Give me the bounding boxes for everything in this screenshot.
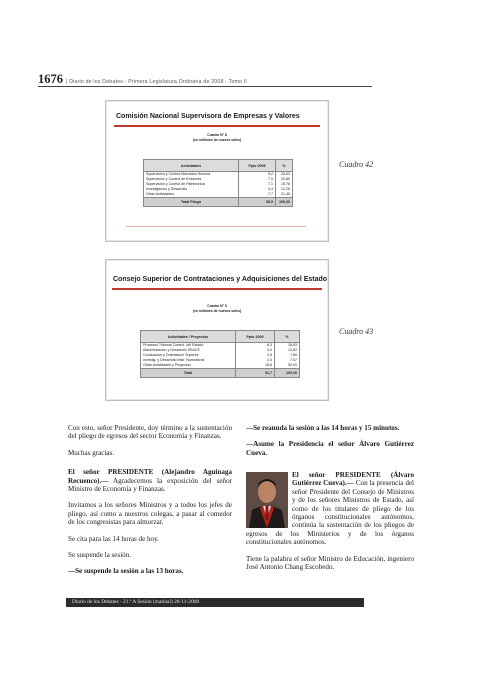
table-cell: 7,5 — [239, 177, 276, 182]
header-rule — [38, 86, 372, 87]
table-cell: 53,00 — [275, 363, 300, 369]
paragraph: Se cita para las 14 horas de hoy. — [68, 534, 159, 543]
table-cell: 12,26 — [276, 187, 293, 192]
right-column — [246, 424, 414, 465]
table-cell: 25,63 — [276, 172, 293, 178]
table-cell: 100,00 — [275, 369, 300, 378]
column-header: % — [275, 331, 300, 343]
table-cell: 35,9 — [239, 198, 276, 207]
table-cell: 16,8 — [236, 363, 275, 369]
table-cell: 7,7 — [239, 192, 276, 198]
table-cell: Supervisión y Control de Emisores — [144, 177, 239, 182]
table-total-row — [144, 198, 293, 207]
table-cell: 12,62 — [275, 348, 300, 353]
speech-text: Agradecemos la exposición del señor Ministro de Economía y Finanzas. — [68, 476, 232, 494]
header-text: | Diario de los Debates - Primera Legislatura Ordinaria de 2008 - Tomo II — [66, 79, 248, 85]
table-cell: Supervisión y Control de Patrimonios — [144, 182, 239, 187]
table-cell: Investig. y Desarrollo Instr. Normativos — [141, 358, 236, 363]
photo-spacer — [246, 471, 292, 529]
table-cell: 7,57 — [275, 358, 300, 363]
column-header: Ppto 2009 — [236, 331, 275, 343]
table-cell: Administración y Desarrollo SEACE — [141, 348, 236, 353]
speech-block — [246, 471, 414, 571]
slide-title: Comisión Nacional Supervisora de Empresas y Valores — [116, 113, 300, 120]
slide-title-rule — [112, 288, 322, 290]
table-cell: 21,45 — [276, 192, 293, 198]
slide-cuadro-42 — [105, 100, 329, 242]
cuadro-label: Cuadro 43 — [339, 327, 374, 336]
cuadro-number: Cuadro N° 9 — [207, 304, 227, 308]
table-cell: Total — [141, 369, 236, 378]
table-cell: 4,4 — [239, 187, 276, 192]
column-header: % — [276, 160, 293, 172]
slide-title-rule — [114, 125, 320, 127]
table-header-row — [144, 160, 293, 172]
table-header-row — [141, 331, 300, 343]
paragraph: Tiene la palabra el señor Ministro de Educación, ingeniero José Antonio Chang Escobedo. — [246, 554, 414, 572]
table-cell: 100,00 — [276, 198, 293, 207]
session-note: —Se reanuda la sesión a las 14 horas y 15 minutos. — [246, 424, 400, 432]
session-note: —Asume la Presidencia el señor Álvaro Gutiérrez Cueva. — [246, 440, 414, 457]
table-cell: 6,0 — [236, 343, 275, 349]
table-cell: 4,0 — [236, 348, 275, 353]
table-cell: Otras Actividades — [144, 192, 239, 198]
paragraph: Invitamos a los señores Ministros y a todos los jefes de pliego, así como a nuestros colegas, a pasar al comedor de los congresistas para almorzar. — [68, 501, 232, 527]
speech-text: Con la presencia del señor Presidente del Consejo de Ministros y de los señores Ministros de Estado, así como de los titulares de pliego de los órganos constitucionales autónomos, continúa la sustentación de los pliegos de egresos de los Ministerios y de los órganos constitucionales autónomos. — [246, 479, 414, 547]
table-cell: 20,89 — [276, 177, 293, 182]
table-cell: 7,89 — [275, 353, 300, 358]
right-column-continued — [246, 471, 414, 579]
table-cell: Investigación y Desarrollo — [144, 187, 239, 192]
table-cell: Supervisión y Control Mercados Secund. — [144, 172, 239, 178]
paragraph: Con esto, señor Presidente, doy término a la sustentación del pliego de egresos del sector Economía y Finanzas. — [68, 424, 232, 441]
cuadro-units: (en millones de nuevos soles) — [192, 309, 242, 313]
column-header: Actividades / Proyectos — [141, 331, 236, 343]
slide-cuadro-43 — [105, 259, 329, 401]
cuadro-units: (en millones de nuevos soles) — [192, 138, 242, 142]
table-cell: 31,7 — [236, 369, 275, 378]
speaker-name: El señor PRESIDENTE (Alejandro Aguinaga Recuenco).— — [68, 468, 232, 485]
table-cell: 7,1 — [239, 182, 276, 187]
table-cell: Conducción y Orientación Superior — [141, 353, 236, 358]
slide-bottom-rule — [126, 226, 306, 227]
paragraph: Se suspende la sesión. — [68, 551, 132, 560]
left-column — [68, 424, 232, 584]
data-table — [143, 159, 293, 207]
table-cell: 9,2 — [239, 172, 276, 178]
paragraph: Muchas gracias. — [68, 448, 115, 457]
table-cell: 2,5 — [236, 353, 275, 358]
speaker-name: El señor PRESIDENTE (Álvaro Gutiérrez Cueva).— — [292, 471, 414, 488]
paragraph — [68, 468, 232, 493]
page-footer: Diario de los Debates - 21.ª A Sesión (matinal) 26-11-2008 — [66, 598, 364, 607]
table-cell: Procesos Tribunal Control. del Estado — [141, 343, 236, 349]
data-table — [140, 330, 300, 378]
table-total-row — [141, 369, 300, 378]
table-cell: 19,78 — [276, 182, 293, 187]
table-cell: 18,93 — [275, 343, 300, 349]
page-header — [38, 72, 368, 86]
page-number: 1676 — [38, 72, 63, 86]
table-cell: Total Pliego — [144, 198, 239, 207]
table-cell: 2,4 — [236, 358, 275, 363]
cuadro-label: Cuadro 42 — [339, 160, 374, 169]
column-header: Ppto 2009 — [239, 160, 276, 172]
table-cell: Otras Actividades y Proyectos — [141, 363, 236, 369]
cuadro-number: Cuadro N° 8 — [207, 133, 227, 137]
slide-title: Consejo Superior de Contrataciones y Adquisiciones del Estado — [113, 276, 328, 283]
session-note: —Se suspende la sesión a las 13 horas. — [68, 567, 184, 576]
column-header: Actividades — [144, 160, 239, 172]
